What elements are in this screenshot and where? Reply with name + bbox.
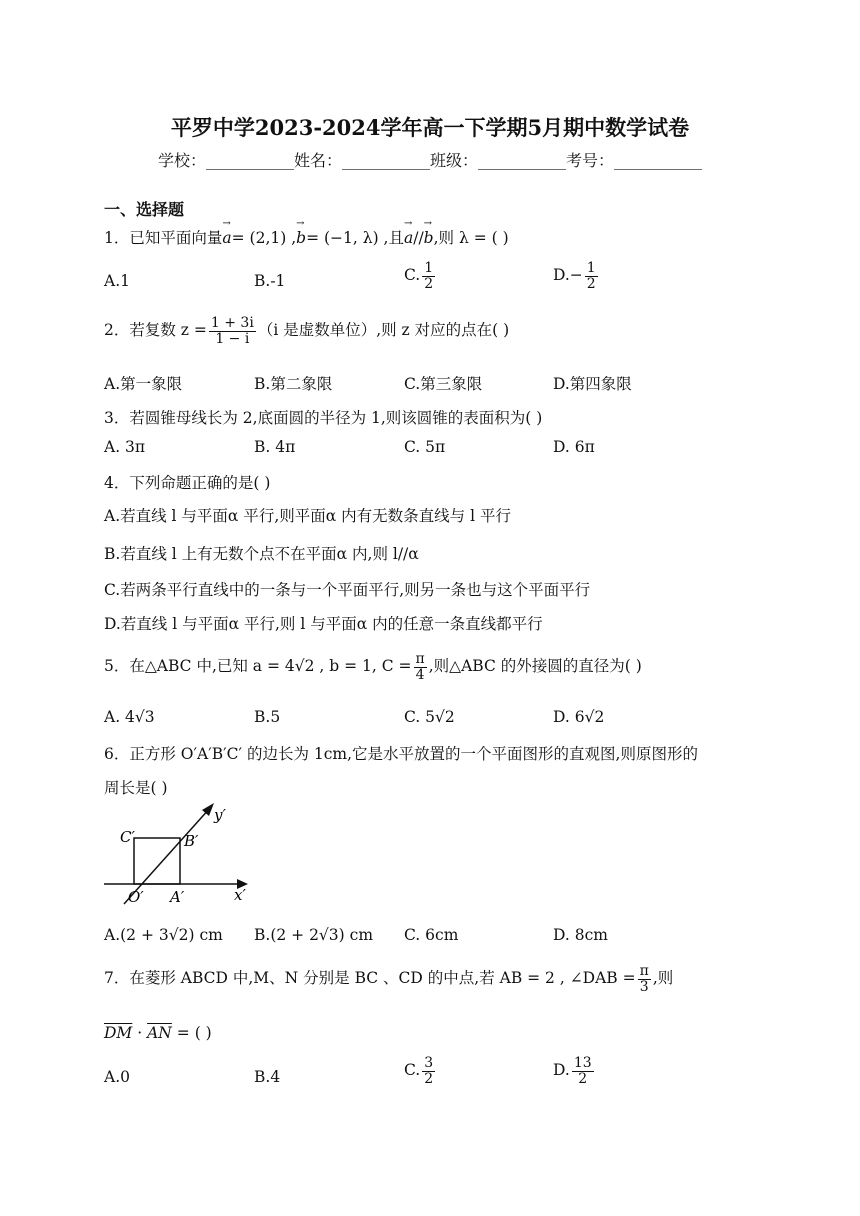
page-title: 平罗中学2023-2024学年高一下学期5月期中数学试卷	[170, 115, 690, 140]
q4-option-c[interactable]: C.若两条平行直线中的一条与一个平面平行,则另一条也与这个平面平行	[104, 581, 591, 599]
q2-option-d[interactable]: D.第四象限	[553, 375, 632, 393]
question-6-line-1: 6．正方形 O′A′B′C′ 的边长为 1cm,它是水平放置的一个平面图形的直观图,则原图形的	[104, 745, 698, 763]
question-3: 3．若圆锥母线长为 2,底面圆的半径为 1,则该圆锥的表面积为( )	[104, 409, 543, 427]
q5-option-d[interactable]: D. 6√2	[553, 708, 605, 726]
q4-option-a[interactable]: A.若直线 l 与平面α 平行,则平面α 内有无数条直线与 l 平行	[104, 507, 511, 525]
q5-option-a[interactable]: A. 4√3	[104, 708, 155, 726]
question-7-line-2: $\overline{DM} \cdot \overline{AN}$ = ( )	[104, 1024, 212, 1042]
label-b: B′	[184, 832, 199, 850]
question-2: 2．若复数 z = $\frac{1 + 3i}{1 - i}$ （i 是虚数单位）,则 z 对应的点在( )	[104, 315, 510, 347]
q7-option-d[interactable]: D. $\frac{13}{2}$	[553, 1055, 592, 1087]
section-heading: 一、选择题	[104, 200, 185, 219]
q1-option-c[interactable]: C. $\frac{1}{2}$	[404, 260, 434, 292]
question-1: 1．已知平面向量→ a= (2,1) ,→ b= (−1, λ) ,且→ a//→ b,则 λ = ( )	[104, 226, 509, 248]
question-7-line-1: 7．在菱形 ABCD 中,M、N 分别是 BC 、CD 的中点,若 AB = 2 , ∠DAB = $\frac{\pi}{3}$ ,则	[104, 963, 674, 995]
q1-option-d[interactable]: D.− $\frac{1}{2}$	[553, 260, 596, 292]
q3-option-c[interactable]: C. 5π	[404, 438, 446, 456]
label-o: O′	[128, 888, 144, 906]
q6-option-b[interactable]: B.(2 + 2√3) cm	[254, 926, 374, 944]
q5-option-c[interactable]: C. 5√2	[404, 708, 455, 726]
q6-option-c[interactable]: C. 6cm	[404, 926, 459, 944]
question-6-line-2: 周长是( )	[104, 779, 168, 797]
q1-option-a[interactable]: A.1	[104, 272, 130, 290]
q3-option-a[interactable]: A. 3π	[104, 438, 146, 456]
q3-option-d[interactable]: D. 6π	[553, 438, 595, 456]
student-info-line: 学校：___________姓名：___________班级：___________考号：___________	[157, 151, 702, 170]
label-y: y′	[214, 806, 226, 824]
q2-option-a[interactable]: A.第一象限	[104, 375, 183, 393]
label-c: C′	[120, 828, 135, 846]
question-4: 4．下列命题正确的是( )	[104, 474, 271, 492]
q7-option-a[interactable]: A.0	[104, 1068, 130, 1086]
q6-option-d[interactable]: D. 8cm	[553, 926, 608, 944]
q4-option-b[interactable]: B.若直线 l 上有无数个点不在平面α 内,则 l//α	[104, 545, 419, 563]
label-x: x′	[234, 886, 246, 904]
question-5: 5．在△ABC 中,已知 a = 4√2 , b = 1, C = $\frac{\pi}{4}$ ,则△ABC 的外接圆的直径为( )	[104, 651, 642, 683]
label-a: A′	[170, 888, 185, 906]
q7-option-b[interactable]: B.4	[254, 1068, 281, 1086]
q5-option-b[interactable]: B.5	[254, 708, 281, 726]
square-projection-figure	[96, 800, 266, 910]
square-oabc	[134, 838, 180, 884]
q7-option-c[interactable]: C. $\frac{3}{2}$	[404, 1055, 434, 1087]
q2-option-c[interactable]: C.第三象限	[404, 375, 483, 393]
q6-option-a[interactable]: A.(2 + 3√2) cm	[104, 926, 223, 944]
q2-option-b[interactable]: B.第二象限	[254, 375, 333, 393]
q3-option-b[interactable]: B. 4π	[254, 438, 296, 456]
q4-option-d[interactable]: D.若直线 l 与平面α 平行,则 l 与平面α 内的任意一条直线都平行	[104, 615, 543, 633]
q1-option-b[interactable]: B.-1	[254, 272, 286, 290]
